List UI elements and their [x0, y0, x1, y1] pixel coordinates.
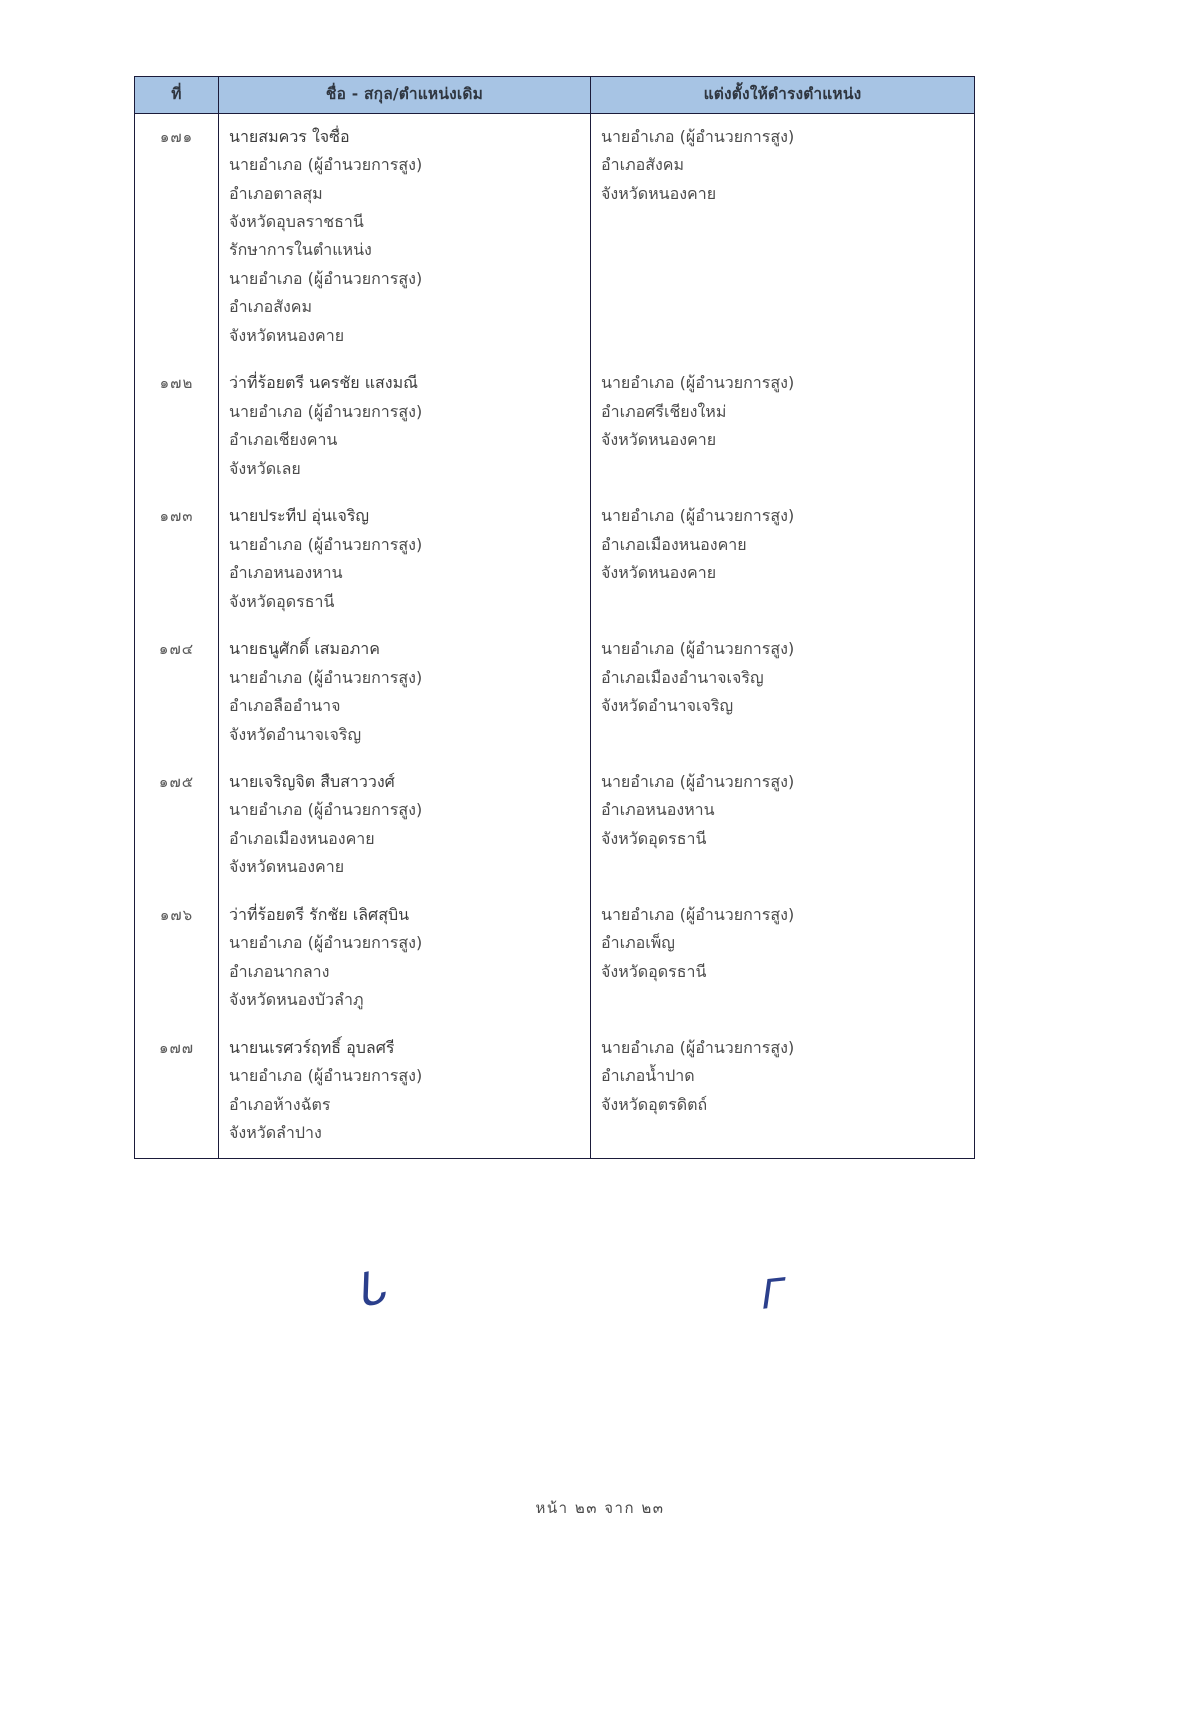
previous-position-cell: [219, 113, 591, 360]
position-line: นายอำเภอ (ผู้อำนวยการสูง): [229, 268, 423, 288]
row-number-cell: [135, 1025, 219, 1158]
header-row: [135, 77, 975, 114]
row-number: ๑๗๒: [159, 374, 194, 393]
page-footer: หน้า ๒๓ จาก ๒๓: [535, 1499, 665, 1517]
row-number: ๑๗๗: [158, 1038, 195, 1057]
position-line: จังหวัดหนองคาย: [601, 430, 717, 450]
person-name: ว่าที่ร้อยตรี รักชัย เลิศสุบิน: [229, 904, 410, 924]
row-number: ๑๗๓: [159, 507, 194, 526]
position-line: จังหวัดหนองคาย: [229, 325, 345, 345]
position-line: จังหวัดหนองคาย: [601, 563, 717, 583]
appointments-table: [134, 76, 975, 1159]
position-line: นายอำเภอ (ผู้อำนวยการสูง): [601, 506, 795, 526]
new-position-cell: [591, 626, 975, 759]
position-line: นายอำเภอ (ผู้อำนวยการสูง): [601, 771, 795, 791]
person-name: นายสมควร ใจซื่อ: [229, 126, 350, 146]
previous-position-cell: [219, 759, 591, 892]
row-number-cell: [135, 892, 219, 1025]
position-line: จังหวัดหนองคาย: [229, 857, 345, 877]
row-number-cell: [135, 360, 219, 493]
position-line: นายอำเภอ (ผู้อำนวยการสูง): [601, 1037, 795, 1057]
row-number: ๑๗๕: [158, 772, 195, 791]
position-line: นายอำเภอ (ผู้อำนวยการสูง): [601, 639, 795, 659]
position-line: จังหวัดลำปาง: [229, 1123, 322, 1143]
row-number: ๑๗๑: [159, 127, 194, 146]
person-name: นายธนูศักดิ์ เสมอภาค: [229, 639, 380, 659]
table-row: [135, 113, 975, 360]
position-line: อำเภอห้างฉัตร: [229, 1094, 331, 1114]
new-position-cell: [591, 892, 975, 1025]
row-number-cell: [135, 493, 219, 626]
position-line: นายอำเภอ (ผู้อำนวยการสูง): [229, 933, 423, 953]
signature-mark-right: ᒥ: [755, 1270, 783, 1320]
previous-position-cell: [219, 493, 591, 626]
previous-position-cell: [219, 626, 591, 759]
previous-position-cell: [219, 360, 591, 493]
previous-position-cell: [219, 892, 591, 1025]
position-line: อำเภอเชียงคาน: [229, 430, 338, 450]
position-line: อำเภอน้ำปาด: [601, 1066, 695, 1086]
table-row: [135, 493, 975, 626]
column-header-previous-position: ชื่อ - สกุล/ตำแหน่งเดิม: [219, 77, 591, 114]
table-row: [135, 626, 975, 759]
table-row: [135, 892, 975, 1025]
new-position-cell: [591, 113, 975, 360]
table-row: [135, 759, 975, 892]
position-line: นายอำเภอ (ผู้อำนวยการสูง): [229, 155, 423, 175]
position-line: นายอำเภอ (ผู้อำนวยการสูง): [601, 904, 795, 924]
column-header-number: ที่: [135, 77, 219, 114]
position-line: นายอำเภอ (ผู้อำนวยการสูง): [601, 373, 795, 393]
position-line: อำเภอหนองหาน: [229, 563, 343, 583]
position-line: จังหวัดอุตรดิตถ์: [601, 1094, 708, 1114]
position-line: รักษาการในตำแหน่ง: [229, 240, 372, 260]
position-line: นายอำเภอ (ผู้อำนวยการสูง): [601, 126, 795, 146]
position-line: อำเภอสังคม: [601, 155, 685, 175]
new-position-cell: [591, 493, 975, 626]
position-line: นายอำเภอ (ผู้อำนวยการสูง): [229, 800, 423, 820]
position-line: นายอำเภอ (ผู้อำนวยการสูง): [229, 667, 423, 687]
position-line: นายอำเภอ (ผู้อำนวยการสูง): [229, 534, 423, 554]
row-number-cell: [135, 113, 219, 360]
position-line: จังหวัดอุบลราชธานี: [229, 212, 364, 231]
position-line: อำเภอเมืองอำนาจเจริญ: [601, 667, 764, 687]
appointments-table-container: [134, 76, 974, 1159]
new-position-cell: [591, 759, 975, 892]
person-name: ว่าที่ร้อยตรี นครชัย แสงมณี: [229, 373, 418, 393]
person-name: นายเจริญจิต สืบสาววงศ์: [229, 771, 395, 791]
position-line: จังหวัดหนองบัวลำภู: [229, 990, 364, 1010]
position-line: อำเภอตาลสุม: [229, 183, 323, 203]
position-line: อำเภอเพ็ญ: [601, 933, 675, 953]
position-line: อำเภอศรีเชียงใหม่: [601, 401, 727, 421]
table-header: [135, 77, 975, 114]
position-line: จังหวัดอุดรธานี: [601, 828, 707, 848]
position-line: อำเภอลืออำนาจ: [229, 696, 341, 716]
position-line: นายอำเภอ (ผู้อำนวยการสูง): [229, 401, 423, 421]
table-body: [135, 113, 975, 1158]
position-line: อำเภอนากลาง: [229, 961, 330, 981]
position-line: อำเภอเมืองหนองคาย: [229, 828, 375, 848]
table-row: [135, 360, 975, 493]
position-line: จังหวัดอำนาจเจริญ: [229, 724, 362, 744]
position-line: จังหวัดอุดรธานี: [601, 961, 707, 981]
position-line: นายอำเภอ (ผู้อำนวยการสูง): [229, 1066, 423, 1086]
row-number-cell: [135, 626, 219, 759]
table-row: [135, 1025, 975, 1158]
person-name: นายนเรศวร์ฤทธิ์ อุบลศรี: [229, 1037, 395, 1057]
signature-mark-left: ᒐ: [349, 1259, 390, 1319]
position-line: อำเภอสังคม: [229, 297, 313, 317]
previous-position-cell: [219, 1025, 591, 1158]
new-position-cell: [591, 1025, 975, 1158]
position-line: จังหวัดอุดรธานี: [229, 591, 335, 611]
position-line: จังหวัดอำนาจเจริญ: [601, 696, 734, 716]
row-number: ๑๗๖: [159, 905, 194, 924]
new-position-cell: [591, 360, 975, 493]
row-number-cell: [135, 759, 219, 892]
column-header-new-position: แต่งตั้งให้ดำรงตำแหน่ง: [591, 77, 975, 114]
row-number: ๑๗๔: [158, 640, 195, 659]
position-line: จังหวัดหนองคาย: [601, 183, 717, 203]
position-line: อำเภอเมืองหนองคาย: [601, 534, 747, 554]
position-line: อำเภอหนองหาน: [601, 800, 715, 820]
person-name: นายประทีป อุ่นเจริญ: [229, 506, 370, 526]
position-line: จังหวัดเลย: [229, 458, 301, 478]
